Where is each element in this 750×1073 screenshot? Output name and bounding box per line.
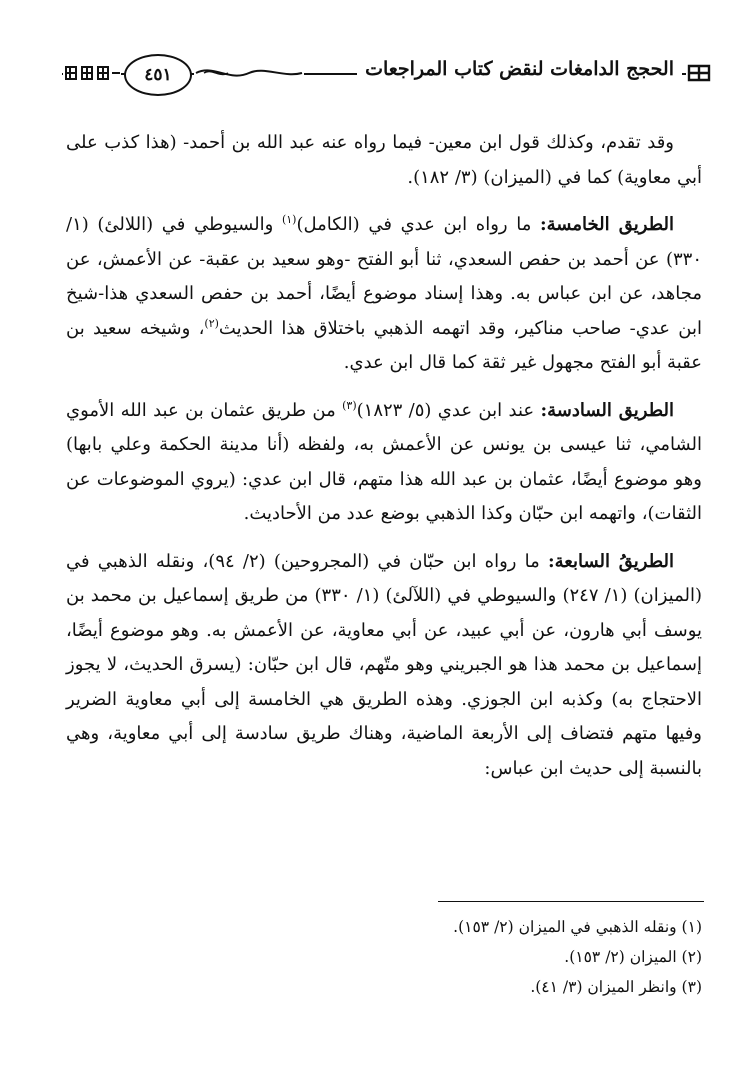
footnote-1: (١) ونقله الذهبي في الميزان (٢/ ١٥٣). <box>453 918 702 936</box>
footnote-3: (٣) وانظر الميزان (٣/ ٤١). <box>530 978 702 996</box>
footnote-ref-2[interactable]: (٢) <box>204 316 219 330</box>
page-number: ٤٥١ <box>124 54 192 96</box>
paragraph-3 <box>66 394 702 532</box>
paragraph-2-heading: الطريق الخامسة: <box>540 214 674 235</box>
paragraph-4 <box>66 545 702 787</box>
paragraph-1 <box>66 126 702 195</box>
paragraph-3-text-a: عند ابن عدي (٥/ ١٨٢٣) <box>356 399 541 421</box>
header-ornament-right-icon <box>686 63 712 83</box>
main-text <box>66 126 702 799</box>
footnote-divider <box>438 901 704 902</box>
paragraph-2-text-a: ما رواه ابن عدي في (الكامل) <box>296 214 541 235</box>
footnotes <box>300 912 702 1002</box>
footnote-ref-3[interactable]: (٣) <box>342 398 357 412</box>
paragraph-2-text-c: ، وشيخه سعيد بن عقبة أبو الفتح مجهول غير ثقة كما قال ابن عدي. <box>66 317 702 373</box>
paragraph-2 <box>66 208 702 381</box>
header-swash-icon <box>194 62 304 84</box>
paragraph-1-text: وقد تقدم، وكذلك قول ابن معين- فيما رواه عنه عبد الله بن أحمد- (هذا كذب على أبي معاوية) كما في (الميزان) (٣/ ١٨٢). <box>66 132 702 188</box>
header-ornament-icon <box>62 61 122 85</box>
paragraph-2-text-b: والسيوطي في (اللالئ) (١/ ٣٣٠) عن أحمد بن حفص السعدي، ثنا أبو الفتح -وهو سعيد بن عقبة- عن الأعمش، عن مجاهد، عن ابن عباس به. وهذا إسناد موضوع أيضًا، أحمد بن حفص السعدي هذا-شيخ ابن عدي- صاحب مناكير، وقد اتهمه الذهبي باختلاق هذا الحديث <box>66 214 702 339</box>
page-header <box>62 50 712 98</box>
footnote-2: (٢) الميزان (٢/ ١٥٣). <box>564 948 702 966</box>
footnote-ref-1[interactable]: (١) <box>281 213 297 226</box>
paragraph-4-text: ما رواه ابن حبّان في (المجروحين) (٢/ ٩٤)، ونقله الذهبي في (الميزان) (١/ ٢٤٧) والسيوطي في (اللآلئ) (١/ ٣٣٠) من طريق إسماعيل بن محمد بن يوسف أبي هارون، عن أبي عبيد، عن أبي معاوية، عن الأعمش به. وهو موضوع أيضًا، إسماعيل بن محمد هذا هو الجبريني وهو متّهم، قال ابن حبّان: (يسرق الحديث، لا يجوز الاحتجاج به) وكذبه ابن الجوزي. وهذه الطريق هي الخامسة إلى أبي معاوية الضرير وفيها متهم فتضاف إلى الأربعة الماضية، وهناك طريق سادسة إلى أبي معاوية، وهي بالنسبة إلى حديث ابن عباس: <box>66 550 702 779</box>
paragraph-3-text-b: من طريق عثمان بن عبد الله الأموي الشامي، ثنا عيسى بن يونس عن الأعمش به، ولفظه (أنا مدينة الحكمة وعلي بابها) وهو موضوع أيضًا، عثمان بن عبد الله هذا متهم، قال ابن عدي: (يروي الموضوعات عن الثقات)، واتهمه ابن حبّان وكذا الذهبي بوضع عدد من الأحاديث. <box>66 399 702 524</box>
header-title: الحجج الدامغات لنقض كتاب المراجعات <box>357 58 682 80</box>
paragraph-4-heading: الطريقُ السابعة: <box>548 550 674 572</box>
paragraph-3-heading: الطريق السادسة: <box>540 399 674 421</box>
